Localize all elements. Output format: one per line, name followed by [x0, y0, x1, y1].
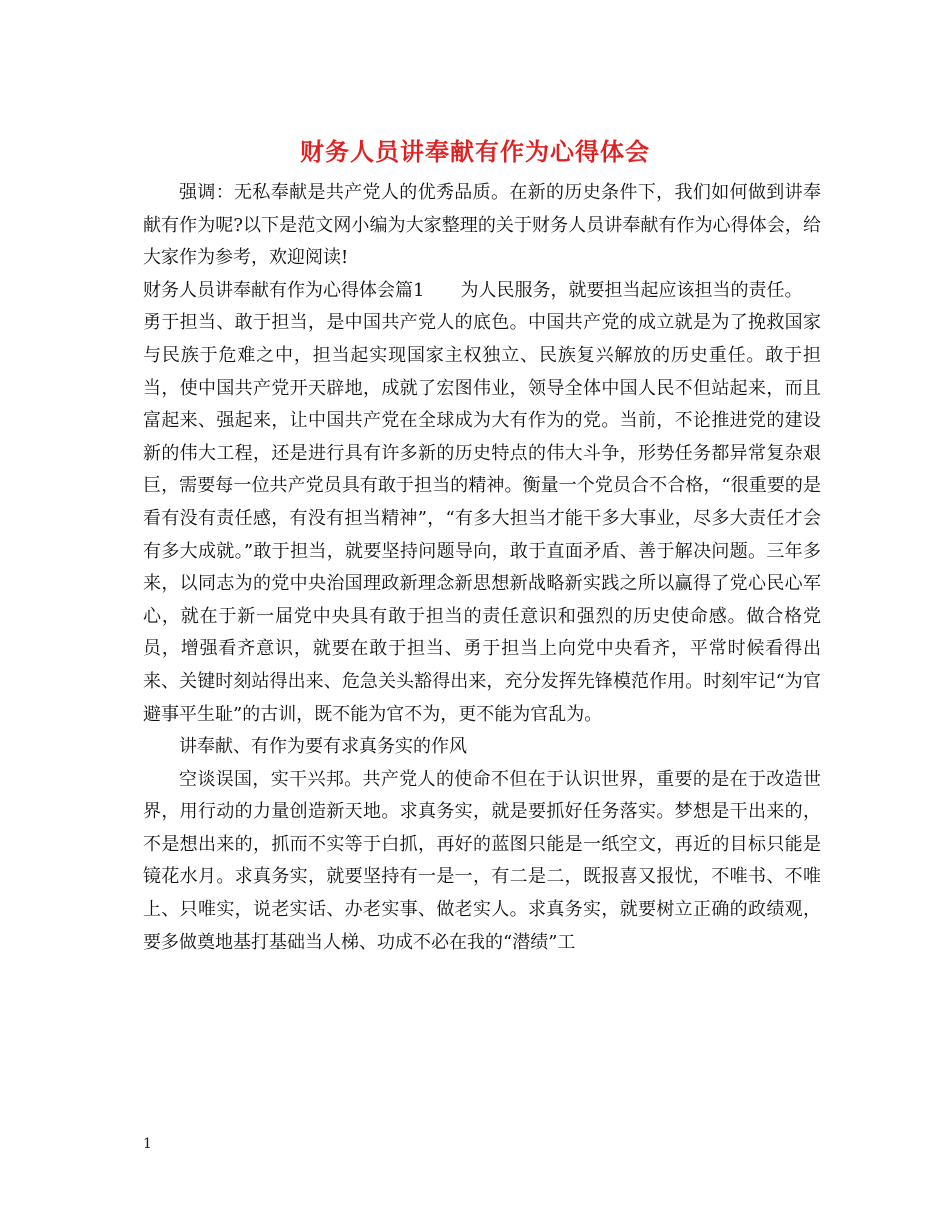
section-heading-line	[143, 275, 821, 308]
section-lead: 为人民服务，就要担当起应该担当的责任。	[460, 279, 803, 301]
body-paragraph-1: 勇于担当、敢于担当，是中国共产党人的底色。中国共产党的成立就是为了挽救国家与民族于危难之中，担当起实现国家主权独立、民族复兴解放的历史重任。敢于担当，使中国共产党开天辟地，成就了宏图伟业，领导全体中国人民不但站起来，而且富起来、强起来，让中国共产党在全球成为大有作为的党。当前，不论推进党的建设新的伟大工程，还是进行具有许多新的历史特点的伟大斗争，形势任务都异常复杂艰巨，需要每一位共产党员具有敢于担当的精神。衡量一个党员合不合格，“很重要的是看有没有责任感，有没有担当精神”，“有多大担当才能干多大事业，尽多大责任才会有多大成就。”敢于担当，就要坚持问题导向，敢于直面矛盾、善于解决问题。三年多来，以同志为的党中央治国理政新理念新思想新战略新实践之所以赢得了党心民心军心，就在于新一届党中央具有敢于担当的责任意识和强烈的历史使命感。做合格党员，增强看齐意识，就要在敢于担当、勇于担当上向党中央看齐，平常时候看得出来、关键时刻站得出来、危急关头豁得出来，充分发挥先锋模范作用。时刻牢记“为官避事平生耻”的古训，既不能为官不为，更不能为官乱为。	[143, 312, 821, 725]
subheading: 讲奉献、有作为要有求真务实的作风	[179, 736, 467, 758]
section-heading: 财务人员讲奉献有作为心得体会篇1	[143, 279, 425, 301]
intro-paragraph: 强调：无私奉献是共产党人的优秀品质。在新的历史条件下，我们如何做到讲奉献有作为呢?以下是范文网小编为大家整理的关于财务人员讲奉献有作为心得体会，给大家作为参考，欢迎阅读!	[143, 182, 821, 269]
document-title: 财务人员讲奉献有作为心得体会	[300, 137, 650, 166]
document-body	[143, 177, 821, 959]
page-number: 1	[143, 1136, 152, 1152]
body-paragraph-2: 空谈误国，实干兴邦。共产党人的使命不但在于认识世界，重要的是在于改造世界，用行动的力量创造新天地。求真务实，就是要抓好任务落实。梦想是干出来的，不是想出来的，抓而不实等于白抓，再好的蓝图只能是一纸空文，再近的目标只能是镜花水月。求真务实，就要坚持有一是一，有二是二，既报喜又报忧，不唯书、不唯上、只唯实，说老实话、办老实事、做老实人。求真务实，就要树立正确的政绩观，要多做奠地基打基础当人梯、功成不必在我的“潜绩”工	[143, 768, 821, 953]
